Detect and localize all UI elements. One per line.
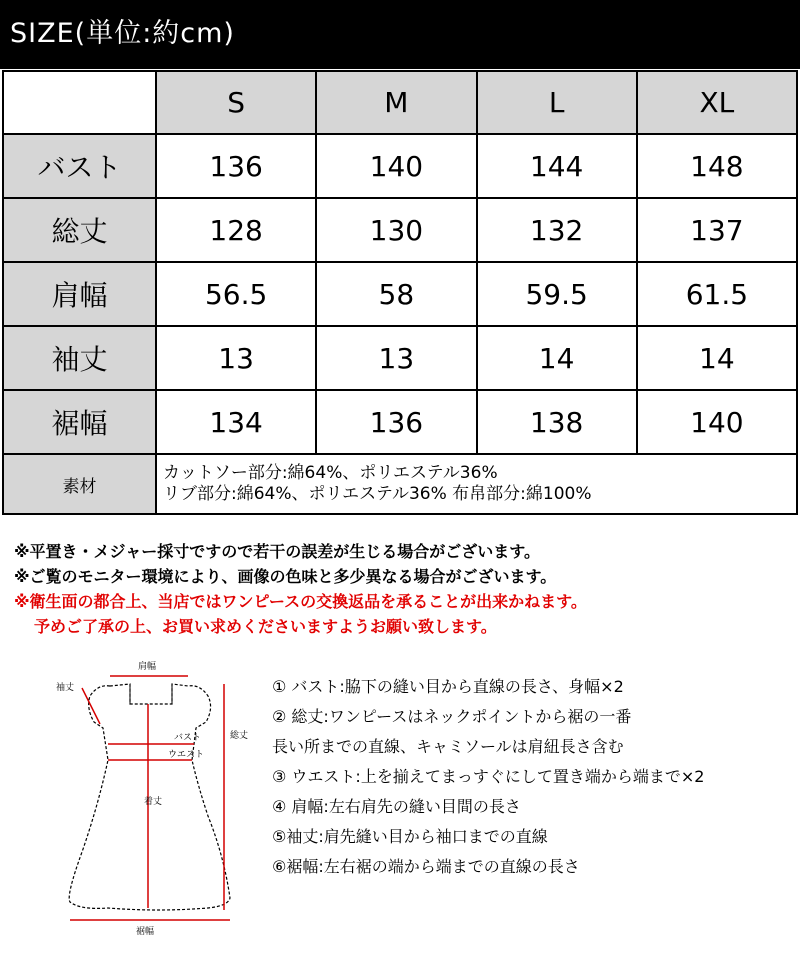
legend-item: 長い所までの直線、キャミソールは肩紐長さ含む	[272, 737, 624, 756]
table-cell: 132	[477, 198, 637, 262]
dress-length-label: 着丈	[144, 797, 163, 807]
header-bar	[0, 0, 800, 69]
table-cell: 14	[637, 326, 797, 390]
note-line: ※平置き・メジャー採寸ですので若干の誤差が生じる場合がございます。	[14, 542, 540, 561]
material-line: カットソー部分:綿64%、ポリエステル36%	[163, 463, 498, 483]
measurement-diagram	[48, 656, 268, 976]
table-cell: 61.5	[637, 262, 797, 326]
table-cell: 58	[316, 262, 476, 326]
legend-item: ② 総丈:ワンピースはネックポイントから裾の一番	[272, 707, 632, 726]
table-cell: 138	[477, 390, 637, 454]
notes	[14, 539, 587, 639]
legend-item: ⑤袖丈:肩先縫い目から袖口までの直線	[272, 827, 548, 846]
dress-illustration	[48, 656, 268, 976]
table-cell: 136	[156, 134, 316, 198]
length-label: 総丈	[230, 731, 249, 741]
size-header-xl: XL	[637, 71, 797, 134]
row-label: 素材	[3, 454, 156, 514]
waist-label: ウエスト	[168, 750, 205, 760]
measurement-legend	[272, 672, 704, 882]
size-header-l: L	[477, 71, 637, 134]
sleeve-label: 袖丈	[56, 683, 75, 693]
table-cell: 148	[637, 134, 797, 198]
row-label: 裾幅	[3, 390, 156, 454]
legend-item: ① バスト:脇下の縫い目から直線の長さ、身幅×2	[272, 677, 624, 696]
warning-line: ※衛生面の都合上、当店ではワンピースの交換返品を承ることが出来かねます。	[14, 592, 587, 611]
page-title: SIZE(単位:約cm)	[10, 18, 235, 49]
shoulder-label: 肩幅	[138, 662, 157, 672]
table-cell: 140	[637, 390, 797, 454]
row-label: 肩幅	[3, 262, 156, 326]
size-table	[2, 70, 798, 515]
legend-item: ⑥裾幅:左右裾の端から端までの直線の長さ	[272, 857, 580, 876]
table-cell: 144	[477, 134, 637, 198]
table-cell: 140	[316, 134, 476, 198]
row-label: 総丈	[3, 198, 156, 262]
table-row	[3, 198, 797, 262]
table-cell: 130	[316, 198, 476, 262]
table-cell: 136	[316, 390, 476, 454]
note-line: ※ご覧のモニター環境により、画像の色味と多少異なる場合がございます。	[14, 567, 557, 586]
material-cell	[156, 454, 797, 514]
table-row	[3, 390, 797, 454]
size-header-row	[3, 71, 797, 134]
warning-line: 予めご了承の上、お買い求めくださいますようお願い致します。	[34, 617, 497, 636]
material-line: リブ部分:綿64%、ポリエステル36% 布帛部分:綿100%	[163, 484, 592, 504]
table-row	[3, 262, 797, 326]
table-cell: 128	[156, 198, 316, 262]
legend-item: ③ ウエスト:上を揃えてまっすぐにして置き端から端まで×2	[272, 767, 705, 786]
table-cell: 13	[316, 326, 476, 390]
size-header-s: S	[156, 71, 316, 134]
table-cell: 134	[156, 390, 316, 454]
table-cell: 13	[156, 326, 316, 390]
table-row	[3, 134, 797, 198]
row-label: 袖丈	[3, 326, 156, 390]
material-row	[3, 454, 797, 514]
table-cell: 14	[477, 326, 637, 390]
bust-label: バスト	[174, 733, 202, 743]
hem-label: 裾幅	[136, 927, 155, 937]
table-cell: 59.5	[477, 262, 637, 326]
table-row	[3, 326, 797, 390]
size-header-m: M	[316, 71, 476, 134]
table-corner	[3, 71, 156, 134]
table-cell: 137	[637, 198, 797, 262]
legend-item: ④ 肩幅:左右肩先の縫い目間の長さ	[272, 797, 521, 816]
table-cell: 56.5	[156, 262, 316, 326]
row-label: バスト	[3, 134, 156, 198]
